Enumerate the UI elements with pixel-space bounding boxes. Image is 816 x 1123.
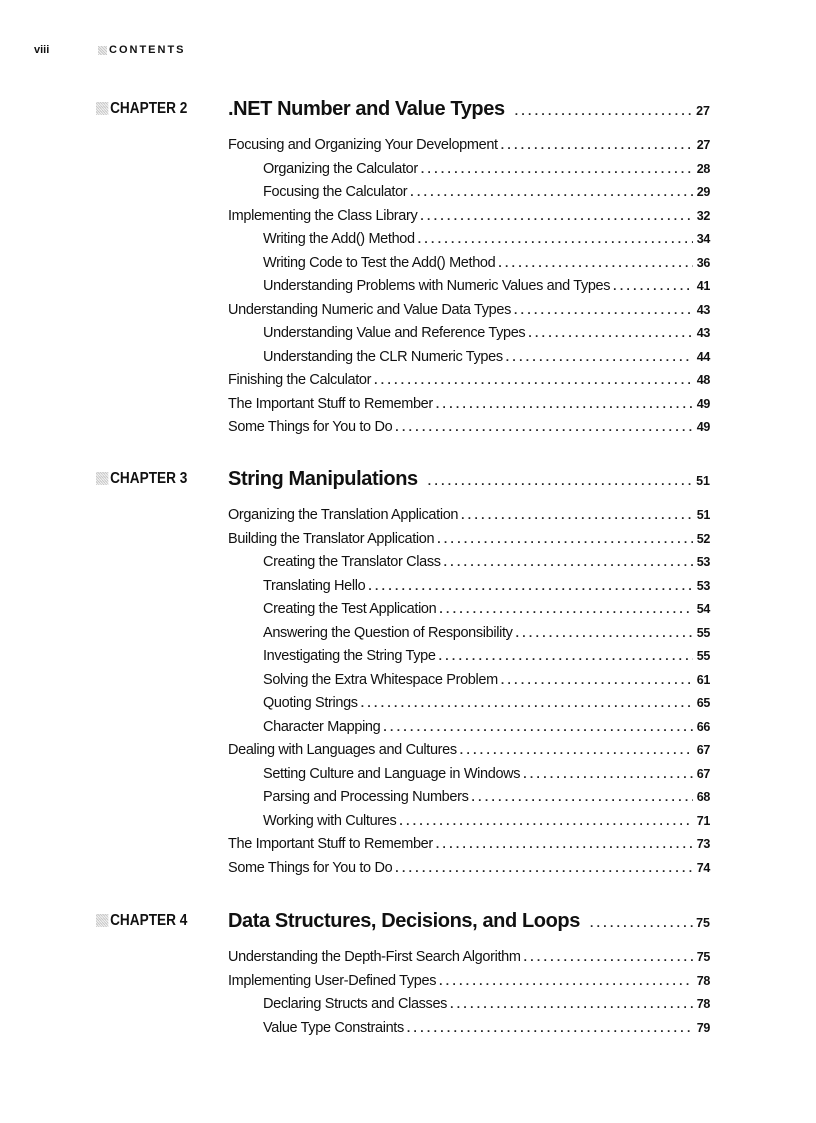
- toc-subsection-entry[interactable]: [228, 789, 710, 813]
- toc-section-entry[interactable]: [228, 419, 710, 443]
- page-folio: viii: [34, 44, 50, 56]
- toc-subsection-entry[interactable]: [228, 325, 710, 349]
- toc-entry-title: Declaring Structs and Classes: [263, 996, 448, 1012]
- toc-subsection-entry[interactable]: [228, 601, 710, 625]
- toc-entry-title: Organizing the Calculator: [263, 160, 418, 177]
- dot-leader: [374, 372, 693, 388]
- toc-entry-title: Translating Hello: [263, 577, 366, 594]
- toc-entry-title: Understanding the CLR Numeric Types: [263, 348, 503, 365]
- toc-section-entry[interactable]: [228, 531, 710, 555]
- chapter-heading[interactable]: [96, 468, 710, 494]
- toc-section-entry[interactable]: [228, 302, 710, 326]
- toc-entry-page-number: 55: [696, 649, 710, 663]
- chapter-label-text: CHAPTER 2: [110, 99, 188, 117]
- dot-leader: [460, 742, 693, 758]
- toc-entry-title: Quoting Strings: [263, 695, 358, 711]
- toc-entry-page-number: 53: [696, 578, 710, 593]
- toc-section-entry[interactable]: [228, 208, 710, 232]
- dot-leader: [436, 836, 693, 852]
- toc-entry-title: Implementing User-Defined Types: [228, 972, 437, 989]
- toc-entry-page-number: 65: [696, 696, 710, 710]
- toc-section-entry[interactable]: [228, 372, 710, 396]
- toc-subsection-entry[interactable]: [228, 672, 710, 696]
- toc-subsection-entry[interactable]: [228, 996, 710, 1020]
- toc-entry-page-number: 78: [696, 997, 710, 1011]
- dot-leader: [399, 813, 693, 829]
- gray-square-icon: [98, 46, 107, 55]
- toc-entry-title: Focusing the Calculator: [263, 184, 408, 200]
- toc-section-entry[interactable]: [228, 860, 710, 884]
- dot-leader: [383, 719, 693, 735]
- toc-entry-page-number: 51: [696, 508, 710, 522]
- dot-leader: [361, 695, 693, 711]
- toc-entry-page-number: 53: [696, 555, 710, 569]
- gray-square-icon: [96, 472, 108, 485]
- dot-leader: [461, 507, 693, 523]
- dot-leader: [515, 102, 693, 120]
- toc-entry-title: Solving the Extra Whitespace Problem: [263, 671, 498, 688]
- dot-leader: [428, 472, 693, 490]
- toc-subsection-entry[interactable]: [228, 578, 710, 602]
- toc-entry-page-number: 43: [696, 326, 710, 340]
- toc-entry-title: Creating the Translator Class: [263, 554, 441, 570]
- dot-leader: [514, 302, 693, 318]
- toc-entry-list: [228, 507, 710, 883]
- toc-subsection-entry[interactable]: [228, 255, 710, 279]
- toc-entry-page-number: 73: [696, 837, 710, 851]
- toc-subsection-entry[interactable]: [228, 554, 710, 578]
- running-head-section: [98, 44, 186, 56]
- toc-entry-title: Writing Code to Test the Add() Method: [263, 254, 496, 271]
- chapter-heading[interactable]: [96, 910, 710, 936]
- running-head: [34, 42, 186, 58]
- toc-entry-title: Understanding Problems with Numeric Values and Types: [263, 278, 611, 294]
- toc-entry-page-number: 67: [696, 743, 710, 757]
- toc-entry-title: Dealing with Languages and Cultures: [228, 742, 457, 758]
- toc-entry-title: The Important Stuff to Remember: [228, 836, 433, 852]
- toc-entry-page-number: 67: [696, 766, 710, 781]
- dot-leader: [410, 184, 693, 200]
- toc-entry-title: Understanding Numeric and Value Data Types: [228, 301, 511, 318]
- toc-entry-page-number: 44: [696, 349, 710, 364]
- toc-subsection-entry[interactable]: [228, 231, 710, 255]
- chapter-label: [96, 912, 212, 930]
- dot-leader: [407, 1020, 693, 1036]
- toc-entry-title: Setting Culture and Language in Windows: [263, 765, 521, 782]
- gray-square-icon: [96, 914, 108, 927]
- dot-leader: [472, 789, 694, 805]
- gray-square-icon: [96, 102, 108, 115]
- toc-entry-title: Working with Cultures: [263, 812, 397, 829]
- dot-leader: [437, 531, 693, 547]
- dot-leader: [439, 648, 693, 664]
- chapter-label: [96, 470, 212, 488]
- toc-entry-title: Some Things for You to Do: [228, 859, 393, 876]
- dot-leader: [420, 208, 693, 224]
- toc-subsection-entry[interactable]: [228, 625, 710, 649]
- dot-leader: [501, 672, 693, 688]
- chapter-title: .NET Number and Value Types: [228, 98, 505, 120]
- toc-section-entry[interactable]: [228, 742, 710, 766]
- toc-entry-title: Answering the Question of Responsibility: [263, 624, 513, 641]
- toc-entry-page-number: 78: [696, 973, 710, 988]
- toc-subsection-entry[interactable]: [228, 1020, 710, 1044]
- toc-entry-page-number: 52: [696, 531, 710, 546]
- toc-section-entry[interactable]: [228, 973, 710, 997]
- toc-entry-page-number: 29: [696, 185, 710, 199]
- toc-entry-list: [228, 137, 710, 443]
- chapter-block: [96, 910, 710, 1043]
- chapter-block: [96, 98, 710, 443]
- toc-section-entry[interactable]: [228, 836, 710, 860]
- toc-entry-title: Understanding Value and Reference Types: [263, 325, 526, 341]
- toc-entry-page-number: 34: [696, 232, 710, 246]
- toc-entry-title: Finishing the Calculator: [228, 372, 372, 388]
- toc-entry-page-number: 43: [696, 302, 710, 317]
- toc-entry-list: [228, 949, 710, 1043]
- toc-subsection-entry[interactable]: [228, 161, 710, 185]
- toc-entry-title: Some Things for You to Do: [228, 419, 393, 435]
- running-head-section-label: CONTENTS: [109, 44, 186, 56]
- dot-leader: [444, 554, 693, 570]
- toc-entry-title: Creating the Test Application: [263, 601, 437, 617]
- toc-section-entry[interactable]: [228, 507, 710, 531]
- toc-entry-page-number: 41: [696, 279, 710, 293]
- chapter-page-number: 75: [696, 916, 710, 930]
- toc-entry-title: Writing the Add() Method: [263, 231, 415, 247]
- toc-entry-page-number: 28: [696, 161, 710, 176]
- chapter-label: [96, 100, 212, 118]
- toc-entry-page-number: 55: [696, 625, 710, 640]
- chapter-title: Data Structures, Decisions, and Loops: [228, 910, 580, 932]
- dot-leader: [421, 161, 693, 177]
- toc-entry-page-number: 79: [696, 1020, 710, 1035]
- toc-section-entry[interactable]: [228, 949, 710, 973]
- toc-entry-page-number: 49: [696, 396, 710, 411]
- toc-subsection-entry[interactable]: [228, 349, 710, 373]
- toc-entry-title: Building the Translator Application: [228, 530, 435, 547]
- toc-entry-title: Parsing and Processing Numbers: [263, 789, 469, 805]
- dot-leader: [590, 914, 693, 932]
- toc-subsection-entry[interactable]: [228, 278, 710, 302]
- dot-leader: [524, 949, 693, 965]
- dot-leader: [501, 137, 693, 153]
- toc-entry-title: Investigating the String Type: [263, 648, 436, 664]
- dot-leader: [523, 766, 693, 782]
- toc-subsection-entry[interactable]: [228, 766, 710, 790]
- dot-leader: [368, 578, 693, 594]
- chapter-page-number: 51: [696, 474, 710, 488]
- chapter-block: [96, 468, 710, 883]
- toc-entry-page-number: 36: [696, 255, 710, 270]
- toc-entry-page-number: 74: [696, 860, 710, 875]
- toc-entry-title: Value Type Constraints: [263, 1019, 404, 1036]
- toc-section-entry[interactable]: [228, 137, 710, 161]
- toc-entry-page-number: 54: [696, 602, 710, 616]
- toc-entry-page-number: 66: [696, 719, 710, 734]
- toc-subsection-entry[interactable]: [228, 648, 710, 672]
- toc-entry-page-number: 48: [696, 373, 710, 387]
- toc-entry-page-number: 68: [696, 790, 710, 804]
- toc-entry-page-number: 75: [696, 950, 710, 964]
- dot-leader: [436, 396, 693, 412]
- dot-leader: [506, 349, 693, 365]
- toc-entry-title: Understanding the Depth-First Search Algorithm: [228, 949, 521, 965]
- toc-entry-page-number: 32: [696, 208, 710, 223]
- chapter-label-text: CHAPTER 3: [110, 469, 188, 487]
- dot-leader: [516, 625, 693, 641]
- dot-leader: [439, 973, 693, 989]
- chapter-heading[interactable]: [96, 98, 710, 124]
- chapter-title: String Manipulations: [228, 468, 418, 490]
- toc-entry-title: Character Mapping: [263, 718, 381, 735]
- toc-subsection-entry[interactable]: [228, 813, 710, 837]
- toc-section-entry[interactable]: [228, 396, 710, 420]
- toc-entry-page-number: 49: [696, 420, 710, 434]
- dot-leader: [439, 601, 693, 617]
- toc-entry-title: Organizing the Translation Application: [228, 507, 459, 523]
- dot-leader: [395, 419, 693, 435]
- toc-entry-page-number: 71: [696, 813, 710, 828]
- toc-subsection-entry[interactable]: [228, 184, 710, 208]
- dot-leader: [613, 278, 693, 294]
- toc-subsection-entry[interactable]: [228, 719, 710, 743]
- dot-leader: [450, 996, 693, 1012]
- dot-leader: [528, 325, 693, 341]
- toc-entry-title: Implementing the Class Library: [228, 207, 418, 224]
- dot-leader: [418, 231, 693, 247]
- toc-entry-title: The Important Stuff to Remember: [228, 395, 433, 412]
- toc-entry-title: Focusing and Organizing Your Development: [228, 137, 498, 153]
- toc-subsection-entry[interactable]: [228, 695, 710, 719]
- chapter-page-number: 27: [696, 104, 710, 118]
- dot-leader: [498, 255, 693, 271]
- dot-leader: [395, 860, 693, 876]
- toc-entry-page-number: 27: [696, 138, 710, 152]
- chapter-label-text: CHAPTER 4: [110, 911, 188, 929]
- toc-entry-page-number: 61: [696, 672, 710, 687]
